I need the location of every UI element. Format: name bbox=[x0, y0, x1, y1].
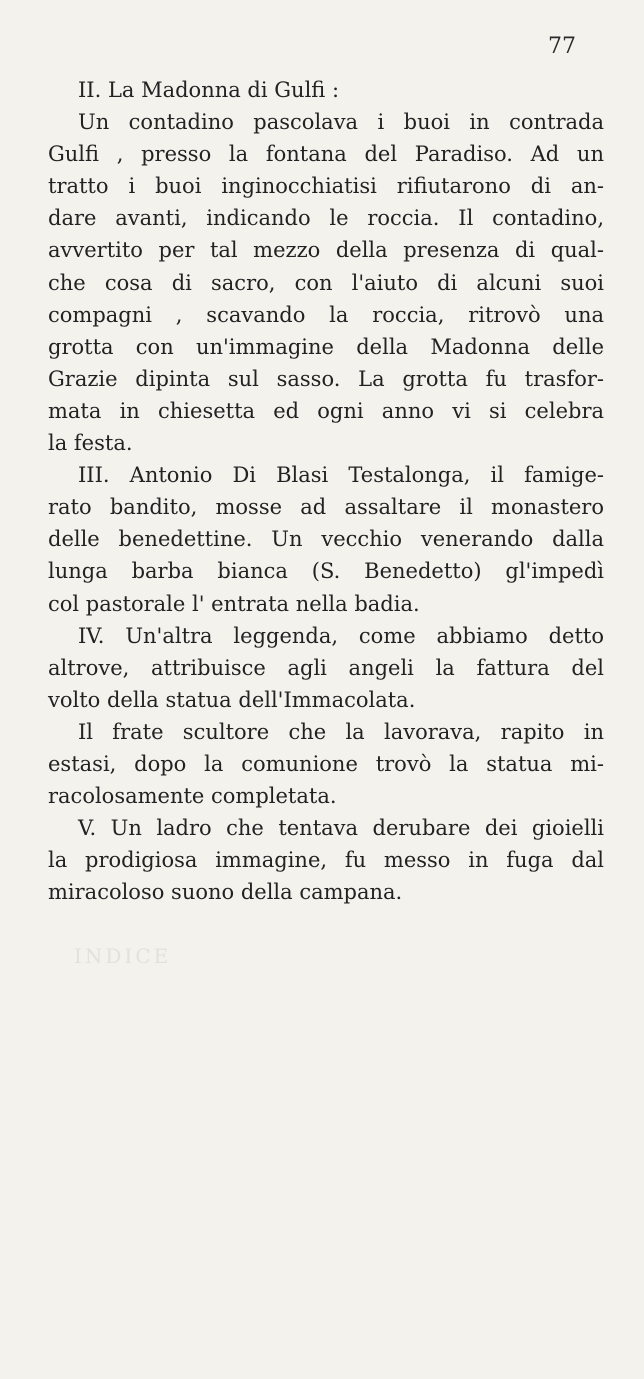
text-line: Grazie dipinta sul sasso. La grotta fu trasfor- bbox=[48, 366, 604, 391]
text-line: col pastorale l' entrata nella badia. bbox=[48, 591, 420, 616]
text-line: racolosamente completata. bbox=[48, 784, 337, 809]
text-line: compagni , scavando la roccia, ritrovò una bbox=[48, 302, 604, 327]
text-line: la prodigiosa immagine, fu messo in fuga dal bbox=[48, 848, 604, 873]
text-line: altrove, attribuisce agli angeli la fattura del bbox=[48, 655, 604, 680]
text-line: IV. Un'altra leggenda, come abbiamo detto bbox=[78, 623, 604, 648]
text-line: delle benedettine. Un vecchio venerando dalla bbox=[48, 527, 604, 552]
text-line: rato bandito, mosse ad assaltare il monastero bbox=[48, 495, 604, 520]
text-line: la festa. bbox=[48, 431, 133, 456]
text-line: Gulfi , presso la fontana del Paradiso. Ad un bbox=[48, 142, 604, 167]
text-line: Un contadino pascolava i buoi in contrada bbox=[78, 110, 604, 135]
text-line: V. Un ladro che tentava derubare dei gioielli bbox=[78, 816, 604, 841]
text-line: estasi, dopo la comunione trovò la statua mi- bbox=[48, 751, 604, 776]
text-line: che cosa di sacro, con l'aiuto di alcuni suoi bbox=[48, 270, 604, 295]
text-line: mata in chiesetta ed ogni anno vi si celebra bbox=[48, 398, 604, 423]
text-line: dare avanti, indicando le roccia. Il contadino, bbox=[48, 206, 604, 231]
text-line: avvertito per tal mezzo della presenza di qual- bbox=[48, 238, 604, 263]
text-line: tratto i buoi inginocchiatisi rifiutarono di an- bbox=[48, 174, 604, 199]
page-number: 77 bbox=[548, 34, 576, 59]
heading-line: II. La Madonna di Gulfi : bbox=[78, 78, 340, 102]
text-line: lunga barba bianca (S. Benedetto) gl'impedì bbox=[48, 559, 604, 584]
bleed-through-text: INDICE bbox=[74, 944, 172, 968]
text-line: volto della statua dell'Immacolata. bbox=[48, 687, 416, 712]
text-line: miracoloso suono della campana. bbox=[48, 880, 403, 905]
text-line: Il frate scultore che la lavorava, rapito in bbox=[78, 719, 604, 744]
body-text bbox=[48, 74, 604, 908]
text-line: III. Antonio Di Blasi Testalonga, il famige- bbox=[78, 463, 604, 488]
text-line: grotta con un'immagine della Madonna delle bbox=[48, 334, 604, 359]
